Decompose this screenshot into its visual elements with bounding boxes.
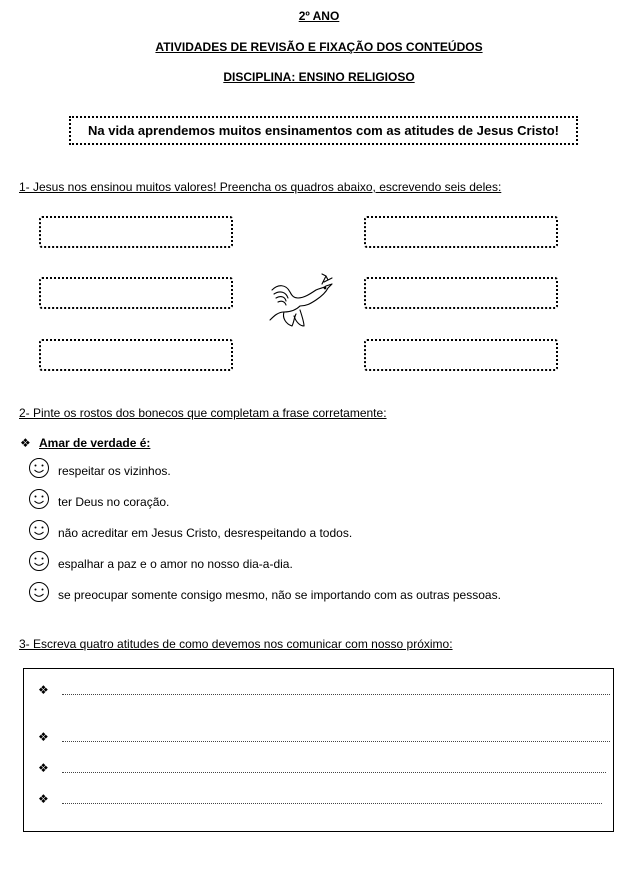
question-2-title: 2- Pinte os rostos dos bonecos que completam a frase corretamente: xyxy=(19,406,387,420)
question-1-title: 1- Jesus nos ensinou muitos valores! Preencha os quadros abaixo, escrevendo seis deles: xyxy=(19,180,502,194)
dotted-line[interactable] xyxy=(62,803,602,804)
lead-text: Amar de verdade é: xyxy=(39,436,151,450)
value-box-4[interactable] xyxy=(364,277,558,309)
bullet-icon: ❖ xyxy=(38,683,49,697)
grade-heading: 2º ANO xyxy=(298,9,340,23)
smiley-face-icon[interactable] xyxy=(28,550,50,572)
bullet-icon: ❖ xyxy=(38,761,49,775)
smiley-face-icon[interactable] xyxy=(28,488,50,510)
question-2-lead xyxy=(20,436,150,450)
option-text: espalhar a paz e o amor no nosso dia-a-dia. xyxy=(58,557,293,571)
question-3-title: 3- Escreva quatro atitudes de como devemos nos comunicar com nosso próximo: xyxy=(19,637,453,651)
smiley-face-icon[interactable] xyxy=(28,581,50,603)
option-text: não acreditar em Jesus Cristo, desrespeitando a todos. xyxy=(58,526,353,540)
smiley-face-icon[interactable] xyxy=(28,457,50,479)
worksheet-title: ATIVIDADES DE REVISÃO E FIXAÇÃO DOS CONTEÚDOS xyxy=(155,40,483,54)
value-box-1[interactable] xyxy=(39,216,233,248)
dove-icon xyxy=(264,272,336,328)
bullet-icon: ❖ xyxy=(38,792,49,806)
bullet-icon: ❖ xyxy=(38,730,49,744)
value-box-5[interactable] xyxy=(39,339,233,371)
value-box-3[interactable] xyxy=(39,277,233,309)
smiley-face-icon[interactable] xyxy=(28,519,50,541)
value-box-6[interactable] xyxy=(364,339,558,371)
dotted-line[interactable] xyxy=(62,694,610,695)
option-text: ter Deus no coração. xyxy=(58,495,170,509)
dotted-line[interactable] xyxy=(62,741,610,742)
bullet-icon: ❖ xyxy=(20,436,31,450)
dotted-line[interactable] xyxy=(62,772,606,773)
answer-box xyxy=(23,668,614,832)
value-box-2[interactable] xyxy=(364,216,558,248)
option-text: respeitar os vizinhos. xyxy=(58,464,171,478)
banner-box: Na vida aprendemos muitos ensinamentos com as atitudes de Jesus Cristo! xyxy=(69,116,578,145)
option-text: se preocupar somente consigo mesmo, não se importando com as outras pessoas. xyxy=(58,588,501,602)
subject-heading: DISCIPLINA: ENSINO RELIGIOSO xyxy=(223,70,415,84)
